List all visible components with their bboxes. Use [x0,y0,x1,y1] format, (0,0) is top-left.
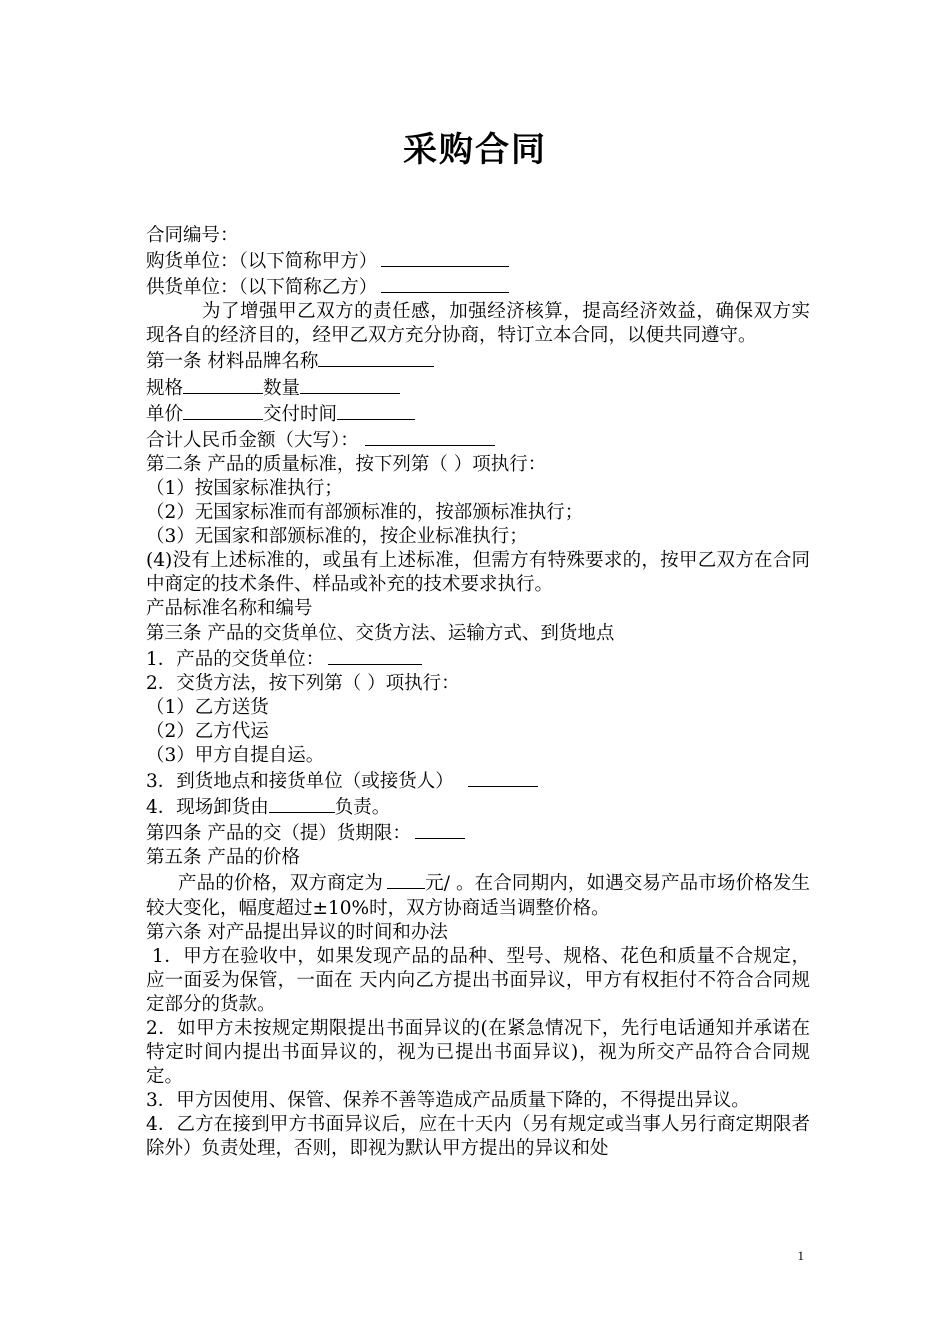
page-number: 1 [797,1248,804,1263]
price-label: 单价 [146,403,184,425]
buyer-label: 购货单位：（以下简称甲方） [146,251,378,273]
total-line [146,427,810,453]
standard-name: 产品标准名称和编号 [146,598,313,620]
destination-blank [468,768,538,787]
delivery-unit-label: 1．产品的交货单位： [146,648,325,670]
article-3-item-2c: （3）甲方自提自运。 [146,744,325,766]
price-text-a: 产品的价格，双方商定为 [178,873,383,895]
article-3-item-4 [146,794,810,820]
article-4 [146,820,810,846]
intro-paragraph: 为了增强甲乙双方的责任感，加强经济核算，提高经济效益，确保双方实现各自的经济目的，经甲乙双方充分协商，特订立本合同，以便共同遵守。 [146,301,810,347]
article-4-label: 第四条 产品的交（提）货期限： [146,823,411,845]
article-3-item-2: 2．交货方法，按下列第（ ）项执行： [146,672,460,694]
unloading-label: 4．现场卸货由 [146,797,269,819]
article-6-item-3: 3．甲方因使用、保管、保养不善等造成产品质量下降的，不得提出异议。 [146,1090,750,1112]
article-5: 第五条 产品的价格 [146,847,300,869]
delivery-time-label: 交付时间 [263,403,338,425]
article-2-item-1: （1）按国家标准执行； [146,477,343,499]
article-1 [146,348,810,374]
spec-label: 规格 [146,377,184,399]
article-3-item-1 [146,646,810,672]
price-time-line [146,401,810,427]
buyer-blank [381,248,509,267]
article-1-label: 第一条 材料品牌名称 [146,351,319,373]
contract-number: 合同编号： [146,225,239,246]
spec-blank [183,375,263,394]
article-5-paragraph [146,870,810,920]
unit-price-blank [387,870,425,889]
delivery-time-blank [337,401,415,420]
delivery-unit-blank [328,646,422,665]
qty-blank [300,375,400,394]
article-3-item-2a: （1）乙方送货 [146,696,269,718]
document-body [146,224,810,1162]
deadline-blank [415,820,465,839]
article-6-item-4: 4．乙方在接到甲方书面异议后，应在十天内（另有规定或当事人另行商定期限者除外）负责处理，否则，即视为默认甲方提出的异议和处 [146,1114,810,1160]
article-3-item-2b: （2）乙方代运 [146,720,269,742]
supplier-line [146,274,810,300]
document-title: 采购合同 [403,130,547,170]
brand-blank [318,348,434,367]
article-2: 第二条 产品的质量标准，按下列第（ ）项执行： [146,453,547,475]
spec-qty-line [146,375,810,401]
total-blank [365,427,495,446]
article-2-item-2: （2）无国家标准而有部颁标准的，按部颁标准执行； [146,502,584,524]
supplier-blank [381,274,509,293]
price-blank [183,401,263,420]
article-6-item-2: 2．如甲方未按规定期限提出书面异议的(在紧急情况下，先行电话通知并承诺在特定时间内提出书面异议的，视为已提出书面异议)，视为所交产品符合合同规定。 [146,1018,810,1088]
destination-label: 3．到货地点和接货单位（或接货人） [146,771,454,793]
article-2-item-4: (4)没有上述标准的，或虽有上述标准，但需方有特殊要求的，按甲乙双方在合同中商定的技术条件、样品或补充的技术要求执行。 [146,550,810,596]
price-text-b: 元/ 。在合同期内，如遇交易产品市场价格发生较大变化，幅度超过±10%时，双方协商适当调整价格。 [146,873,810,919]
article-3-item-3 [146,768,810,794]
qty-label: 数量 [263,377,301,399]
buyer-line [146,248,810,274]
total-label: 合计人民币金额（大写）： [146,429,359,451]
article-6: 第六条 对产品提出异议的时间和办法 [146,921,448,943]
unloading-blank [269,794,335,813]
supplier-label: 供货单位：（以下简称乙方） [146,277,378,299]
article-3: 第三条 产品的交货单位、交货方法、运输方式、到货地点 [146,622,615,644]
article-6-item-1: 1．甲方在验收中，如果发现产品的品种、型号、规格、花色和质量不合规定，应一面妥为保管，一面在 天内向乙方提出书面异议，甲方有权拒付不符合合同规定部分的货款。 [146,945,810,1015]
unloading-suffix: 负责。 [334,797,391,819]
article-2-item-3: （3）无国家和部颁标准的，按企业标准执行； [146,526,528,548]
